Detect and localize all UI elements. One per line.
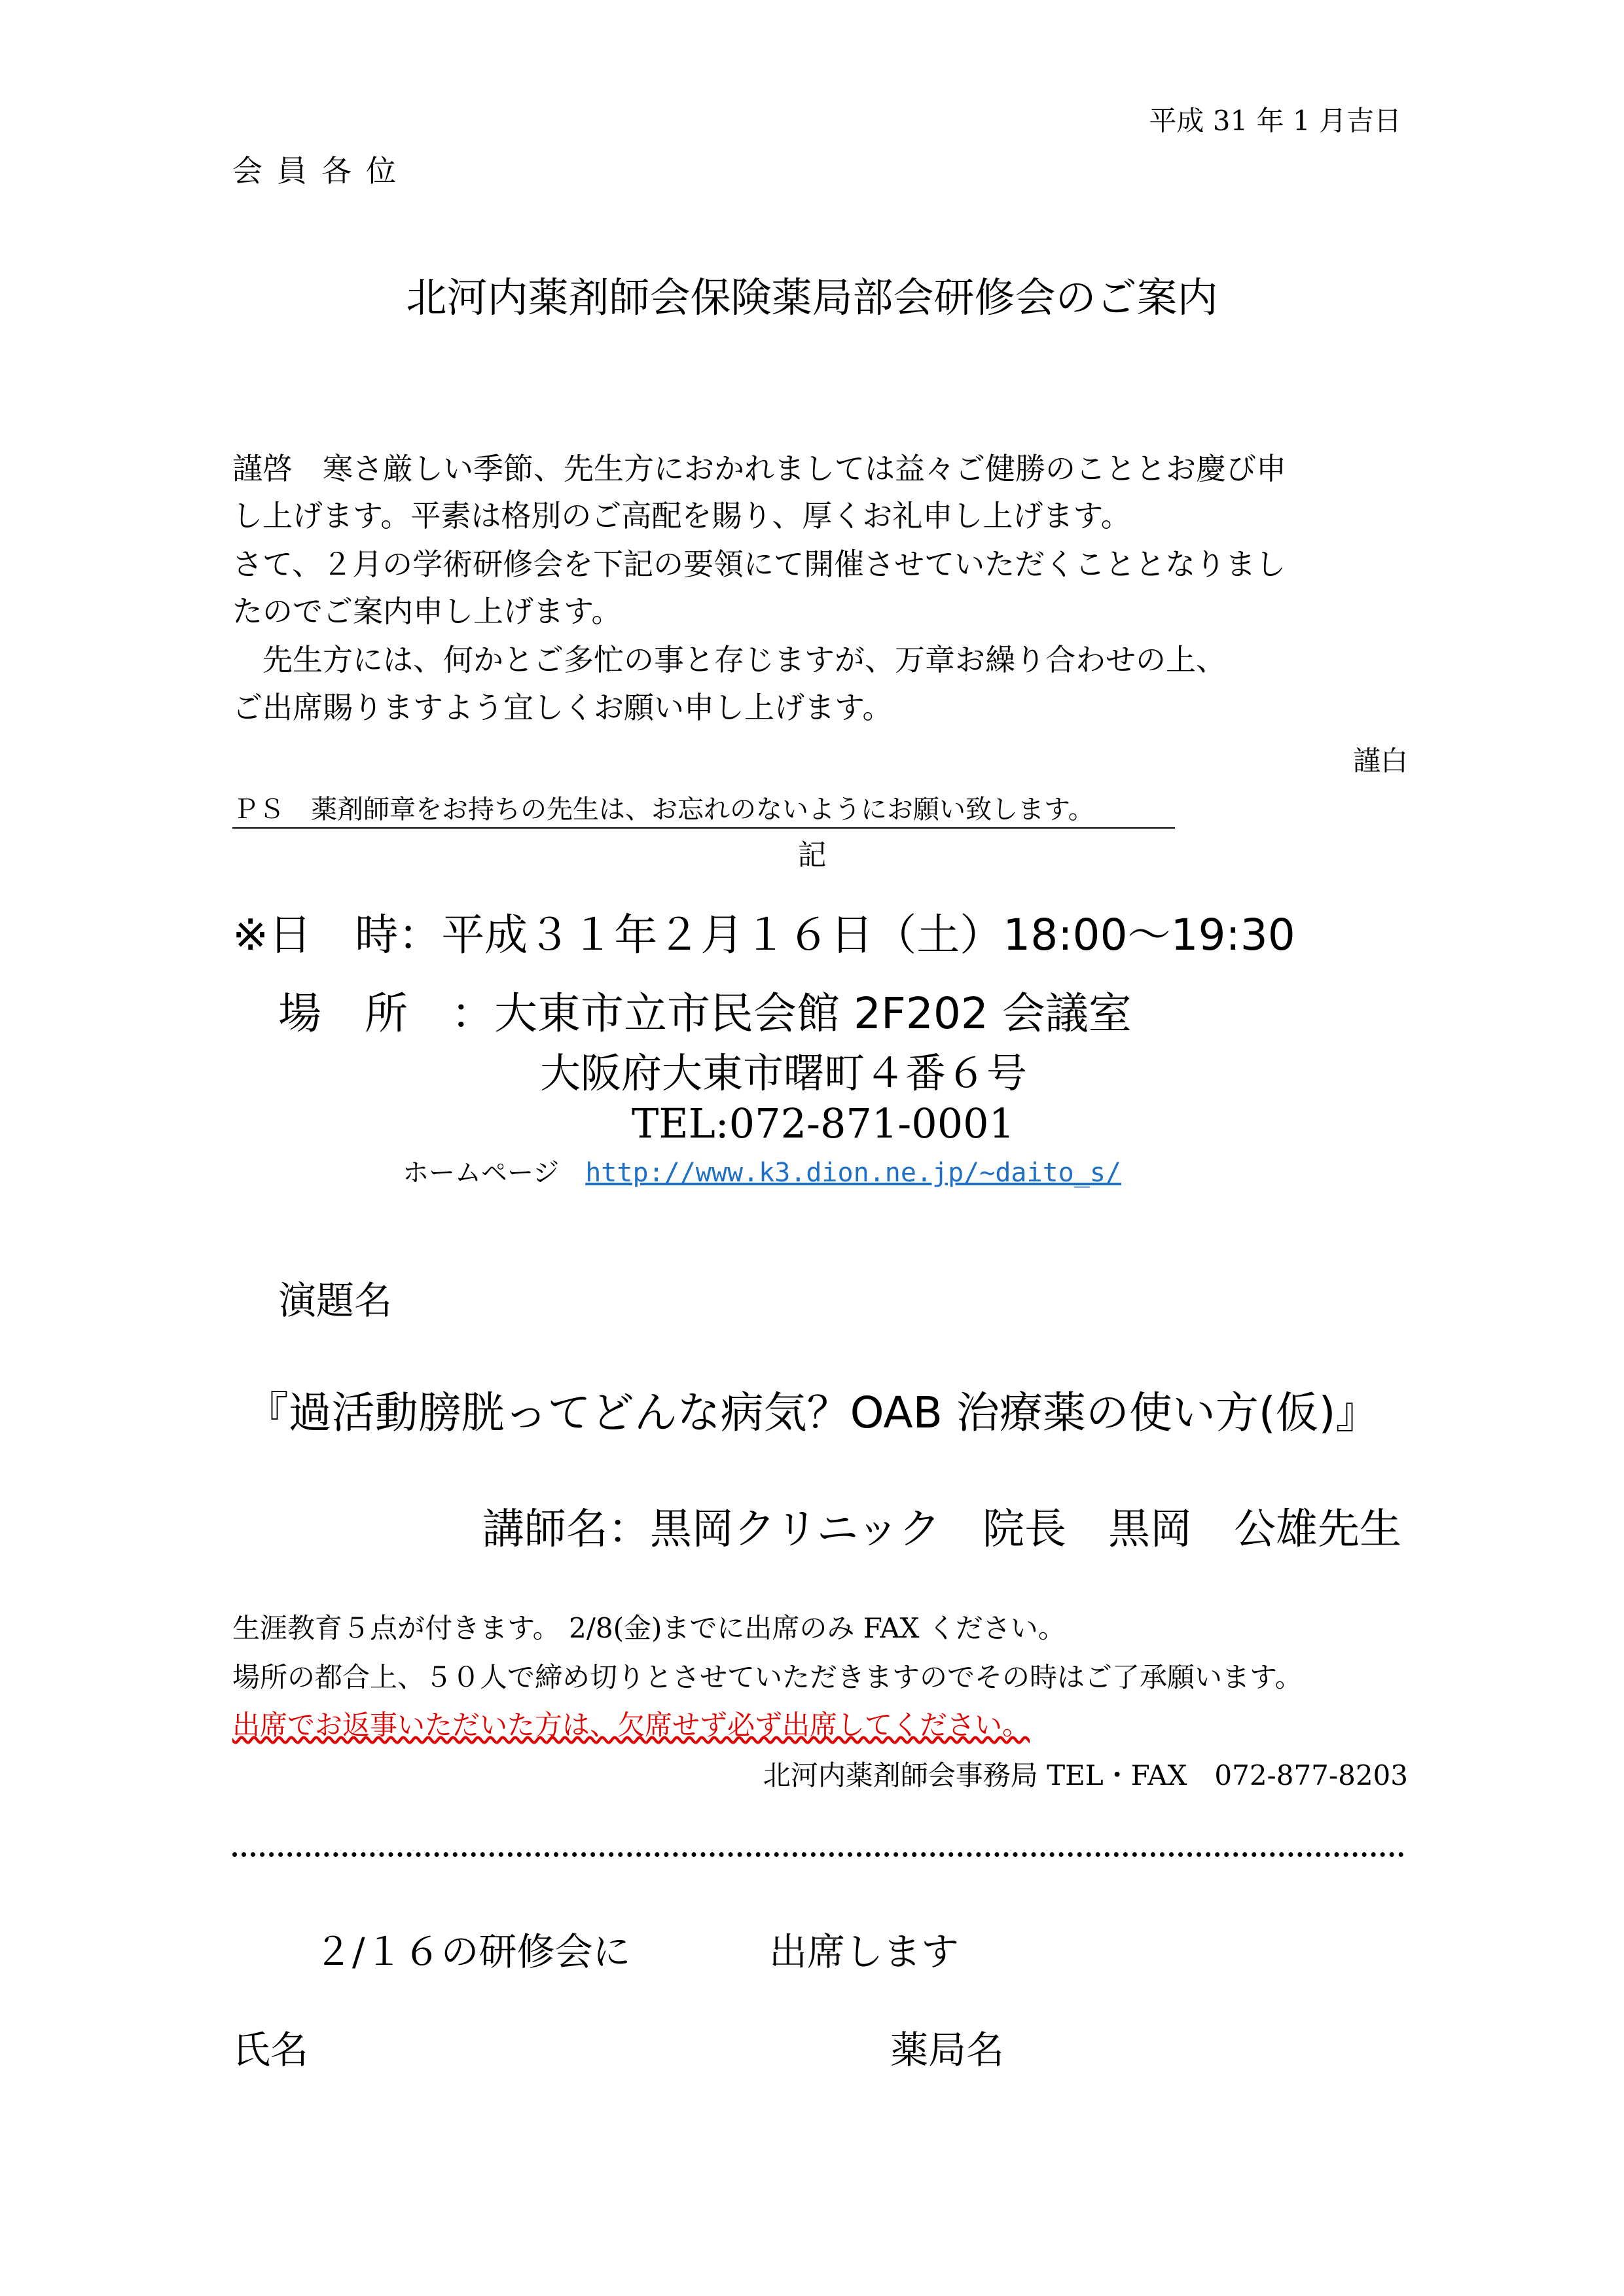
homepage-row: [403, 1152, 1121, 1189]
homepage-link[interactable]: http://www.k3.dion.ne.jp/~daito_s/: [585, 1158, 1121, 1188]
closing-word: 謹白: [1352, 745, 1408, 777]
name-field-label: 氏名: [232, 2028, 309, 2072]
office-contact: 北河内薬剤師会事務局 TEL・FAX 072-877-8203: [763, 1759, 1408, 1791]
document-title: 北河内薬剤師会保険薬局部会研修会のご案内: [406, 274, 1218, 321]
lecture-label: 演題名: [278, 1278, 393, 1323]
note-line: 場所の都合上、５０人で締め切りとさせていただきますのでその時はご了承願います。: [232, 1661, 1303, 1693]
attendance-warning: 出席でお返事いただいた方は、欠席せず必ず出席してください。: [232, 1709, 1030, 1741]
pharmacy-field-label: 薬局名: [890, 2028, 1005, 2072]
speaker: 講師名：黒岡クリニック 院長 黒岡 公雄先生: [482, 1505, 1401, 1554]
addressee: 会員各位: [232, 153, 410, 188]
homepage-label: ホームページ: [403, 1158, 560, 1188]
issue-date: 平成 31 年 1 月吉日: [1149, 105, 1401, 137]
event-place: 場 所 ：大東市立市民会館 2F202 会議室: [278, 988, 1132, 1039]
event-tel: TEL:072-871-0001: [632, 1100, 1015, 1147]
body-line: ご出席賜りますよう宜しくお願い申し上げます。: [232, 690, 893, 725]
body-line: さて、２月の学術研修会を下記の要領にて開催させていただくこととなりまし: [232, 547, 1286, 582]
event-datetime: ※日 時：平成３１年２月１６日（土）18:00～19:30: [232, 910, 1295, 960]
attend-prefix: ２/１６の研修会に: [314, 1929, 631, 1974]
postscript: ＰＳ 薬剤師章をお持ちの先生は、お忘れのないようにお願い致します。: [232, 789, 1175, 829]
body-line: たのでご案内申し上げます。: [232, 594, 622, 629]
body-line: 謹啓 寒さ厳しい季節、先生方におかれましては益々ご健勝のこととお慶び申: [232, 451, 1286, 486]
note-line: 生涯教育５点が付きます。 2/8(金)までに出席のみ FAX ください。: [232, 1612, 1066, 1644]
attend-text: 出席します: [769, 1929, 960, 1974]
body-line: 先生方には、何かとご多忙の事と存じますが、万章お繰り合わせの上、: [232, 642, 1226, 677]
body-line: し上げます。平素は格別のご高配を賜り、厚くお礼申し上げます。: [232, 498, 1131, 533]
ki-heading: 記: [797, 838, 827, 872]
cut-line-divider: [232, 1852, 1404, 1857]
lecture-title: 『過活動膀胱ってどんな病気？OAB 治療薬の使い方(仮)』: [245, 1388, 1379, 1438]
event-address: 大阪府大東市曙町４番６号: [540, 1049, 1028, 1097]
